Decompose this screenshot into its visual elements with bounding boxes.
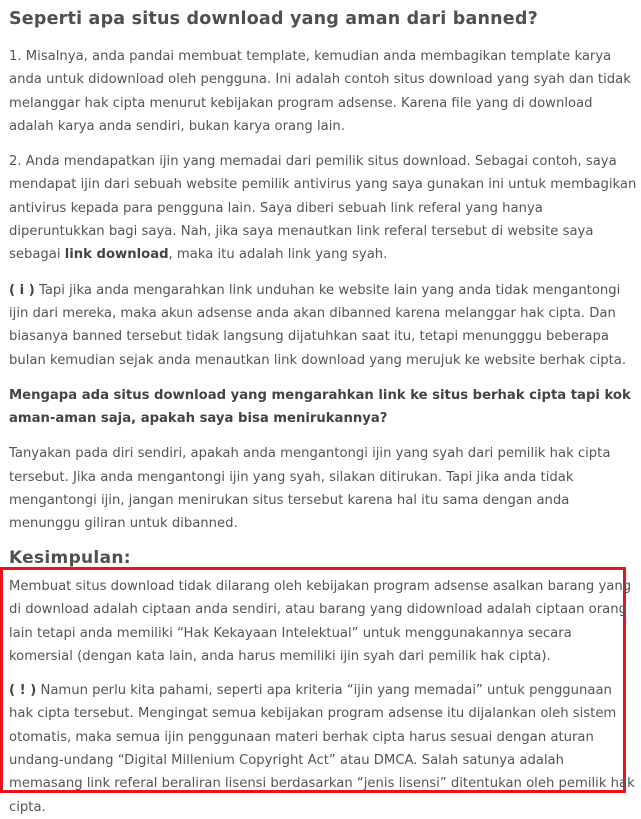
paragraph-example-2-text-end: , maka itu adalah link yang syah. [168, 247, 388, 263]
conclusion-body [9, 575, 637, 819]
paragraph-example-2-text-start: 2. Anda mendapatkan ijin yang memadai dari pemilik situs download. Sebagai contoh, saya mendapat ijin dari sebuah website pemilik antivirus yang saya gunakan ini untuk membagikan antivirus kepada para pengguna lain. Saya diberi sebuah link referal yang hanya diperuntukkan bagi saya. Nah, jika saya menautkan link referal tersebut di website saya sebagai [9, 154, 637, 263]
conclusion-paragraph-2-text: Namun perlu kita pahami, seperti apa kriteria “ijin yang memadai” untuk penggunaan hak cipta tersebut. Mengingat semua kebijakan program adsense itu dijalankan oleh sistem otomatis, maka semua ijin penggunaan materi berhak cipta harus sesuai dengan aturan undang-undang “Digital Millenium Copyright Act” atau DMCA. Salah satunya adalah memasang link referal beraliran lisensi berdasarkan “jenis lisensi” ditentukan oleh pemilik hak cipta. [9, 683, 635, 815]
article-body [9, 0, 637, 570]
exclamation-marker: ( ! ) [9, 683, 37, 699]
conclusion-heading: Kesimpulan: [9, 547, 131, 568]
paragraph-example-1: 1. Misalnya, anda pandai membuat template, kemudian anda membagikan template karya anda untuk didownload oleh pengguna. Ini adalah contoh situs download yang syah dan tidak melanggar hak cipta menurut kebijakan program adsense. Karena file yang di download adalah karya anda sendiri, bukan karya orang lain. [9, 49, 631, 134]
conclusion-paragraph-1: Membuat situs download tidak dilarang oleh kebijakan program adsense asalkan barang yang di download adalah ciptaan anda sendiri, atau barang yang didownload adalah ciptaan orang lain tetapi anda memiliki “Hak Kekayaan Intelektual” untuk menggunakannya secara komersial (dengan kata lain, anda harus memiliki ijin syah dari pemilik hak cipta). [9, 579, 632, 664]
info-marker: ( i ) [9, 282, 35, 298]
conclusion-paragraph-2 [9, 679, 637, 819]
paragraph-warning-text: Tapi jika anda mengarahkan link unduhan ke website lain yang anda tidak mengantongi ijin dari mereka, maka akun adsense anda akan dibanned karena melanggar hak cipta. Dan biasanya banned tersebut tidak langsung dijatuhkan saat itu, tetapi menungggu beberapa bulan kemudian sejak anda menautkan link download yang merujuk ke website berhak cipta. [9, 282, 627, 368]
paragraph-example-2 [9, 150, 637, 266]
section-heading: Seperti apa situs download yang aman dari banned? [9, 9, 538, 29]
link-download-bold-text: link download [64, 247, 169, 263]
answer-paragraph: Tanyakan pada diri sendiri, apakah anda mengantongi ijin yang syah dari pemilik hak cipta tersebut. Jika anda mengantongi ijin yang syah, silakan ditirukan. Tapi jika anda tidak mengantongi ijin, jangan menirukan situs tersebut karena hal itu sama dengan anda menunggu giliran untuk dibanned. [9, 446, 611, 532]
paragraph-warning [9, 279, 637, 372]
question-paragraph: Mengapa ada situs download yang mengarahkan link ke situs berhak cipta tapi kok aman-aman saja, apakah saya bisa menirukannya? [9, 387, 631, 427]
